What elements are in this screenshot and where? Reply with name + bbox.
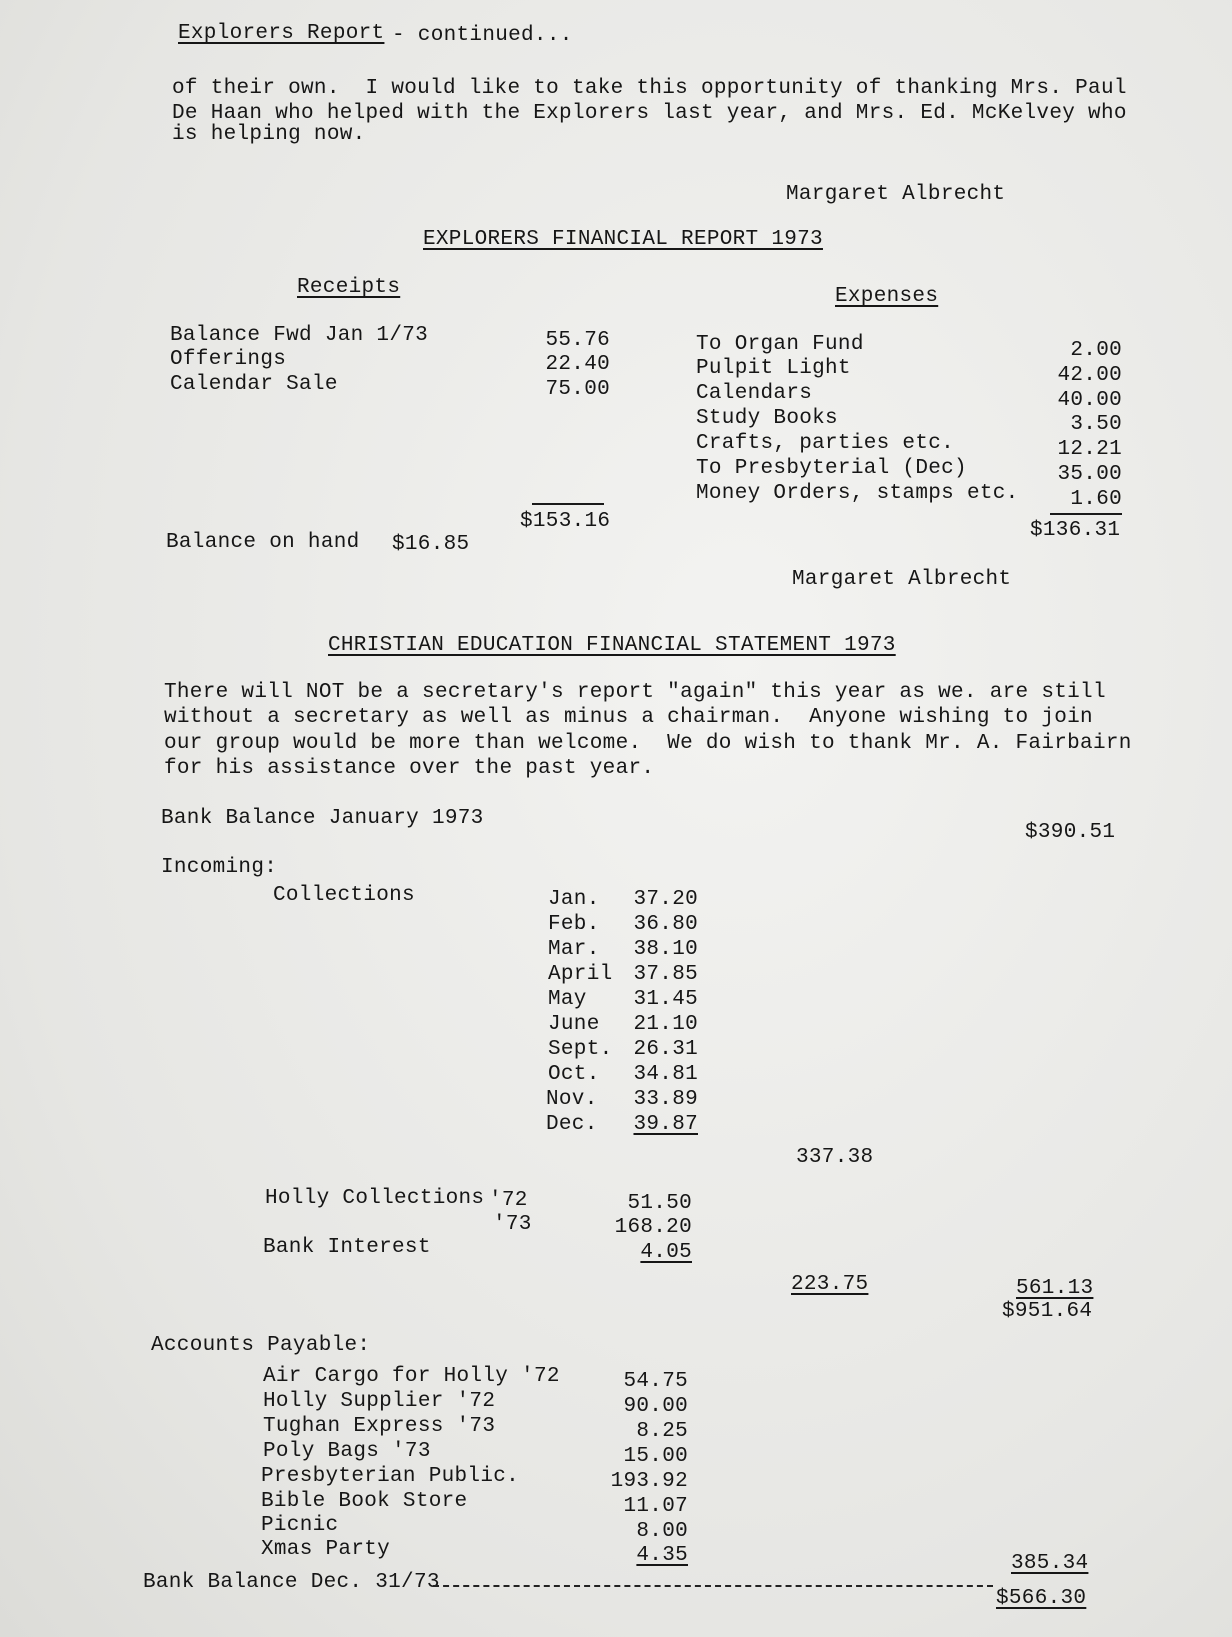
expense-label: Crafts, parties etc. xyxy=(696,432,955,455)
bank-balance-jan-value: $390.51 xyxy=(1025,821,1116,844)
grand-total: $951.64 xyxy=(1002,1300,1093,1323)
christian-ed-title: CHRISTIAN EDUCATION FINANCIAL STATEMENT 1973 xyxy=(328,634,896,657)
collection-amount: 31.45 xyxy=(633,988,698,1011)
receipt-amount: 75.00 xyxy=(545,378,610,401)
receipts-heading: Receipts xyxy=(297,276,401,299)
expense-amount: 2.00 xyxy=(1070,339,1122,362)
holly-collections-label: Holly Collections xyxy=(265,1187,485,1210)
expense-label: To Organ Fund xyxy=(696,333,864,356)
payable-label: Poly Bags '73 xyxy=(263,1440,431,1463)
payable-amount: 193.92 xyxy=(610,1470,688,1493)
report-title-suffix: - continued... xyxy=(392,24,573,47)
expense-label: Study Books xyxy=(696,407,838,430)
incoming-label: Incoming: xyxy=(161,856,278,879)
collections-label: Collections xyxy=(273,884,415,907)
intro-line-3: is helping now. xyxy=(172,123,366,146)
collection-month: April xyxy=(548,963,613,986)
holly-73-value: 168.20 xyxy=(614,1216,692,1239)
intro-line-1: of their own. I would like to take this opportunity of thanking Mrs. Paul xyxy=(172,77,1127,100)
expense-amount: 40.00 xyxy=(1057,389,1122,412)
collection-amount: 37.85 xyxy=(633,963,698,986)
expense-amount: 1.60 xyxy=(1070,488,1122,511)
christian-ed-para-line-2: without a secretary as well as minus a chairman. Anyone wishing to join xyxy=(164,706,1093,729)
balance-on-hand-value: $16.85 xyxy=(392,533,470,556)
collection-month: Mar. xyxy=(548,938,600,961)
payable-amount: 8.25 xyxy=(636,1420,688,1443)
christian-ed-para-line-4: for his assistance over the past year. xyxy=(164,757,655,780)
balance-on-hand-label: Balance on hand xyxy=(166,531,360,554)
payable-amount: 90.00 xyxy=(623,1395,688,1418)
collection-month: Nov. xyxy=(546,1088,598,1111)
collection-month: Oct. xyxy=(548,1063,600,1086)
expense-amount: 3.50 xyxy=(1070,413,1122,436)
holly-72-label: '72 xyxy=(489,1189,528,1212)
intro-line-2: De Haan who helped with the Explorers last year, and Mrs. Ed. McKelvey who xyxy=(172,102,1127,125)
report-title: Explorers Report xyxy=(178,22,385,45)
receipt-label: Balance Fwd Jan 1/73 xyxy=(170,324,429,347)
collection-amount: 39.87 xyxy=(633,1113,698,1136)
bank-interest-label: Bank Interest xyxy=(263,1236,431,1259)
payable-label: Holly Supplier '72 xyxy=(263,1390,496,1413)
collection-amount: 37.20 xyxy=(633,888,698,911)
expenses-total-rule xyxy=(1050,513,1122,515)
receipt-amount: 22.40 xyxy=(545,353,610,376)
expense-amount: 42.00 xyxy=(1057,364,1122,387)
collection-month: Jan. xyxy=(548,888,600,911)
collection-month: Feb. xyxy=(548,913,600,936)
payables-total: 385.34 xyxy=(1011,1552,1089,1575)
payable-label: Picnic xyxy=(261,1514,339,1537)
payable-label: Air Cargo for Holly '72 xyxy=(263,1365,560,1388)
collection-month: June xyxy=(548,1013,600,1036)
collections-total: 337.38 xyxy=(796,1146,874,1169)
christian-ed-para-line-3: our group would be more than welcome. We do wish to thank Mr. A. Fairbairn xyxy=(164,732,1132,755)
collection-amount: 21.10 xyxy=(633,1013,698,1036)
receipts-total-rule xyxy=(532,503,604,505)
collection-amount: 33.89 xyxy=(633,1088,698,1111)
receipts-total: $153.16 xyxy=(520,510,611,533)
other-incoming-total: 223.75 xyxy=(791,1273,869,1296)
payable-label: Tughan Express '73 xyxy=(263,1415,496,1438)
payable-amount: 11.07 xyxy=(623,1495,688,1518)
accounts-payable-label: Accounts Payable: xyxy=(151,1334,371,1357)
bank-balance-jan-label: Bank Balance January 1973 xyxy=(161,807,484,830)
collection-amount: 34.81 xyxy=(633,1063,698,1086)
leader-dashes xyxy=(433,1585,993,1587)
bank-interest-value: 4.05 xyxy=(640,1241,692,1264)
receipt-amount: 55.76 xyxy=(545,329,610,352)
holly-73-label: '73 xyxy=(493,1213,532,1236)
explorers-signature: Margaret Albrecht xyxy=(792,568,1012,591)
receipt-label: Calendar Sale xyxy=(170,373,338,396)
explorers-title: EXPLORERS FINANCIAL REPORT 1973 xyxy=(423,228,823,251)
collection-amount: 26.31 xyxy=(633,1038,698,1061)
collection-month: Sept. xyxy=(548,1038,613,1061)
holly-72-value: 51.50 xyxy=(627,1192,692,1215)
intro-signature: Margaret Albrecht xyxy=(786,183,1006,206)
payable-label: Bible Book Store xyxy=(261,1490,468,1513)
payable-label: Presbyterian Public. xyxy=(261,1465,520,1488)
expense-amount: 12.21 xyxy=(1057,438,1122,461)
bank-balance-dec-value: $566.30 xyxy=(996,1587,1087,1610)
payable-amount: 15.00 xyxy=(623,1445,688,1468)
expense-label: Pulpit Light xyxy=(696,357,851,380)
payable-amount: 4.35 xyxy=(636,1544,688,1567)
expense-label: To Presbyterial (Dec) xyxy=(696,457,967,480)
payable-amount: 8.00 xyxy=(636,1520,688,1543)
receipt-label: Offerings xyxy=(170,348,287,371)
collection-amount: 38.10 xyxy=(633,938,698,961)
collection-month: May xyxy=(548,988,587,1011)
christian-ed-para-line-1: There will NOT be a secretary's report "again" this year as we. are still xyxy=(164,681,1106,704)
collection-month: Dec. xyxy=(546,1113,598,1136)
collection-amount: 36.80 xyxy=(633,913,698,936)
payable-amount: 54.75 xyxy=(623,1370,688,1393)
expenses-total: $136.31 xyxy=(1030,519,1121,542)
expense-amount: 35.00 xyxy=(1057,463,1122,486)
expenses-heading: Expenses xyxy=(835,285,939,308)
incoming-total: 561.13 xyxy=(1016,1277,1094,1300)
payable-label: Xmas Party xyxy=(261,1538,391,1561)
bank-balance-dec-label: Bank Balance Dec. 31/73 xyxy=(143,1571,440,1594)
expense-label: Calendars xyxy=(696,382,813,405)
expense-label: Money Orders, stamps etc. xyxy=(696,482,1019,505)
